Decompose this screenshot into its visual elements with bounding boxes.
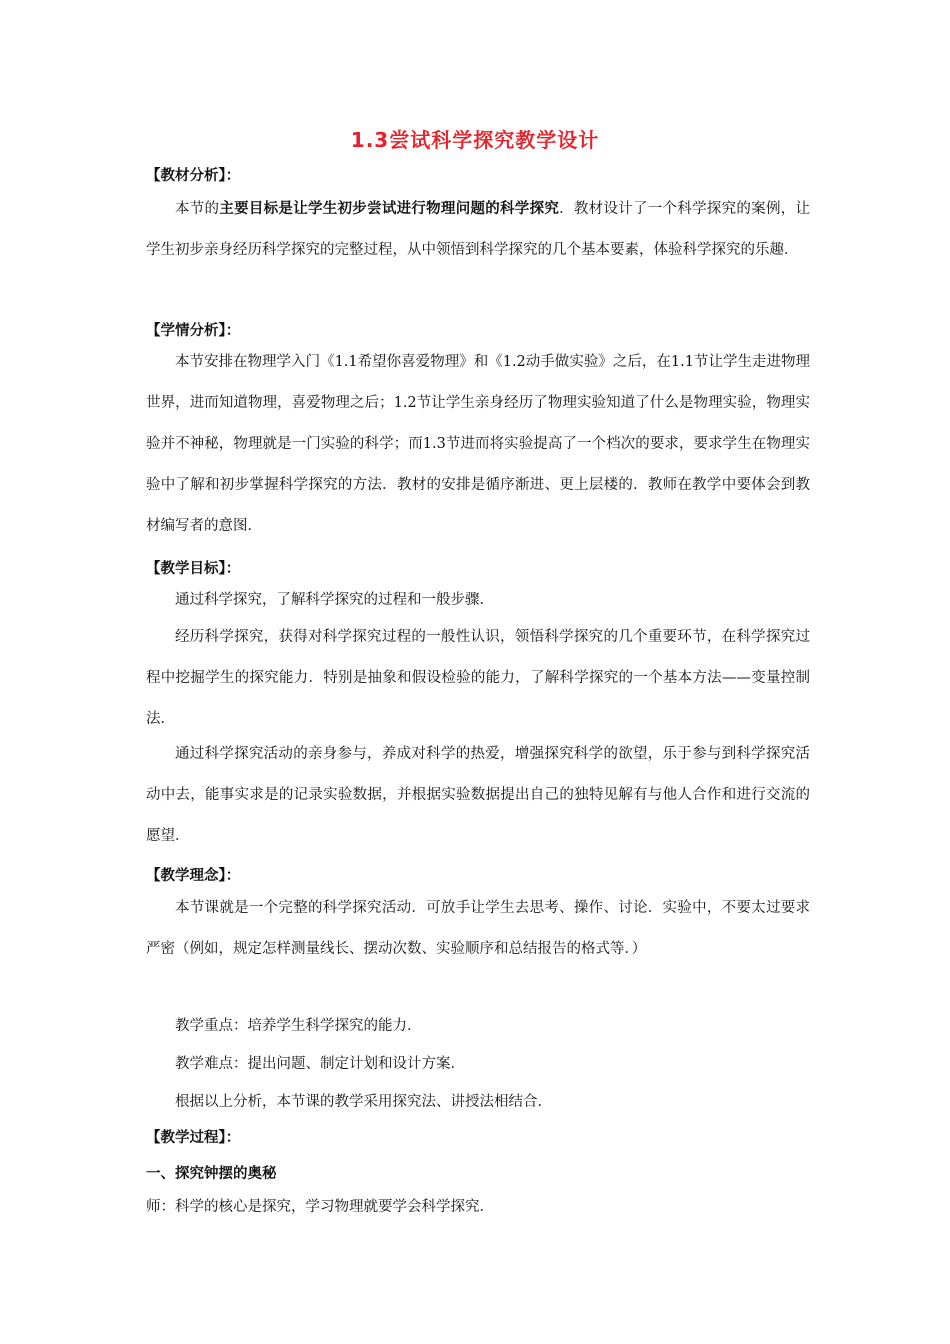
heading-learner-analysis: 【学情分析】： [146,323,241,339]
paragraph-learner-analysis: 本节安排在物理学入门《1.1希望你喜爱物理》和《1.2动手做实验》之后，在1.1节让学生走进物理世界，进而知道物理，喜爱物理之后；1.2节让学生亲身经历了物理实验知道了什么是物理实验，物理实验并不神秘，物理就是一门实验的科学；而1.3节进而将实验提高了一个档次的要求，要求学生在物理实验中了解和初步掌握科学探究的方法．教材的安排是循序渐进、更上层楼的．教师在教学中要体会到教材编写者的意图． [146,354,810,534]
paragraph-textbook-analysis [146,189,810,271]
paragraph-process-1: 师：科学的核心是探究，学习物理就要学会科学探究． [146,1199,494,1215]
subheading-pendulum: 一、探究钟摆的奥秘 [146,1166,277,1182]
heading-textbook-analysis: 【教材分析】： [146,168,241,184]
heading-teaching-philosophy: 【教学理念】： [146,868,241,884]
paragraph-goal-2: 经历科学探究，获得对科学探究过程的一般性认识，领悟科学探究的几个重要环节，在科学探究过程中挖掘学生的探究能力．特别是抽象和假设检验的能力，了解科学探究的一个基本方法——变量控制法． [146,629,810,727]
text-prefix: 本节的 [175,201,220,217]
heading-teaching-goals: 【教学目标】： [146,561,241,577]
paragraph-philosophy-1: 本节课就是一个完整的科学探究活动．可放手让学生去思考、操作、讨论．实验中，不要太过要求严密（例如，规定怎样测量线长、摆动次数、实验顺序和总结报告的格式等．） [146,900,810,957]
paragraph-goal-1: 通过科学探究，了解科学探究的过程和一般步骤． [175,592,494,608]
paragraph-difficulty: 教学难点：提出问题、制定计划和设计方案． [175,1056,465,1072]
document-title: 1.3尝试科学探究教学设计 [350,128,600,152]
text-rest: ．教材设计了一个科学探究的案例，让学生初步亲身经历科学探究的完整过程，从中领悟到科学探究的几个基本要素，体验科学探究的乐趣． [146,201,811,258]
text-main-goal: 主要目标是让学生初步尝试进行物理问题的科学探究 [219,201,560,217]
paragraph-key-point: 教学重点：培养学生科学探究的能力． [175,1018,422,1034]
heading-teaching-process: 【教学过程】： [146,1130,241,1146]
paragraph-method: 根据以上分析，本节课的教学采用探究法、讲授法相结合． [175,1094,552,1110]
paragraph-goal-3: 通过科学探究活动的亲身参与，养成对科学的热爱，增强探究科学的欲望，乐于参与到科学探究活动中去，能事实求是的记录实验数据，并根据实验数据提出自己的独特见解有与他人合作和进行交流的愿望． [146,746,810,844]
